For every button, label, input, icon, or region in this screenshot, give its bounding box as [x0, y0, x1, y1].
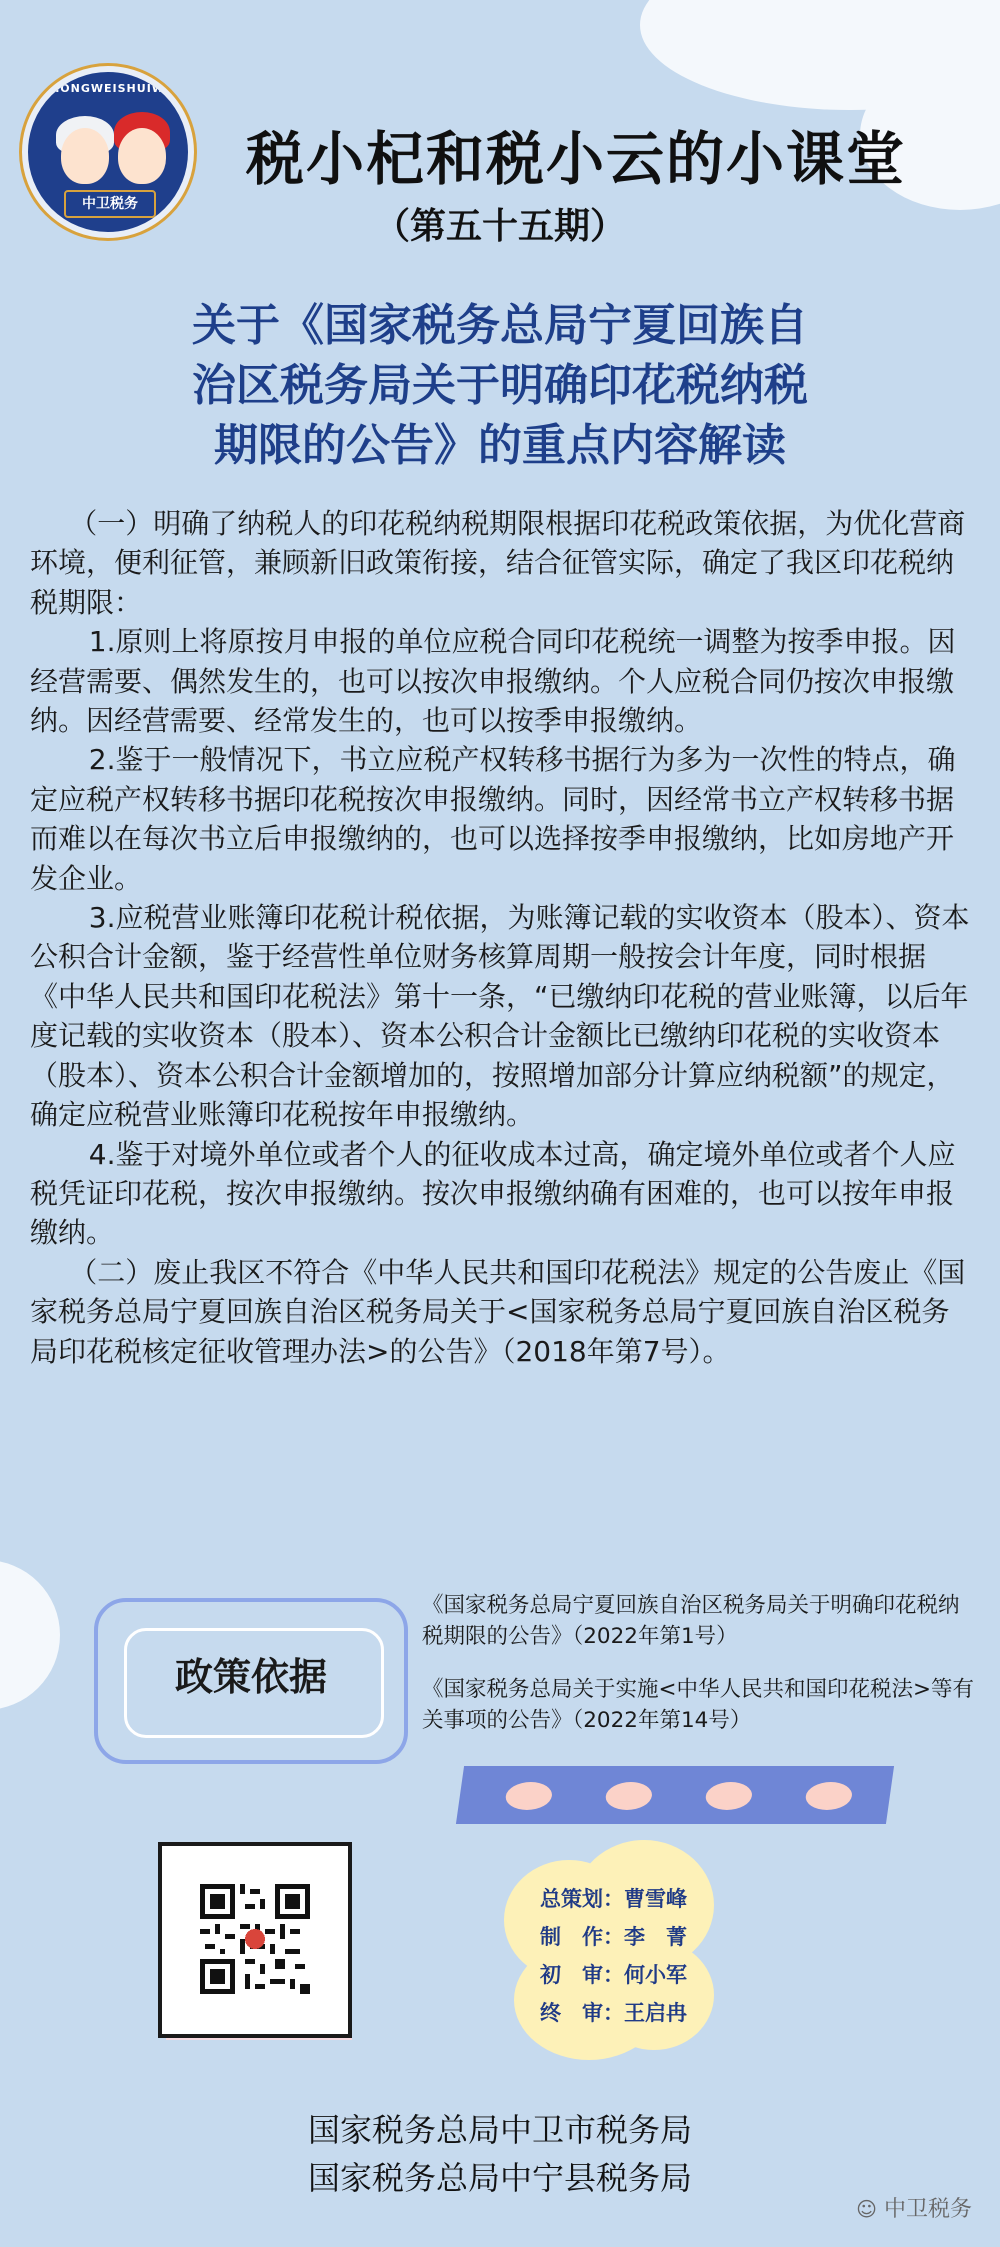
- policy-reference-2: 《国家税务总局关于实施<中华人民共和国印花税法>等有关事项的公告》（2022年第14号）: [422, 1677, 975, 1733]
- credit-row: [540, 1918, 740, 1956]
- cloud-left: [0, 1560, 60, 1710]
- paragraph-1: （一）明确了纳税人的印花税纳税期限根据印花税政策依据，为优化营商环境，便利征管，兼顾新旧政策衔接，结合征管实际，确定了我区印花税纳税期限：: [30, 507, 966, 619]
- credits: [540, 1880, 740, 2032]
- peach-icon: [504, 1782, 554, 1810]
- paragraph-6: （二）废止我区不符合《中华人民共和国印花税法》规定的公告废止《国家税务总局宁夏回族自治区税务局关于<国家税务总局宁夏回族自治区税务局印花税核定征收管理办法>的公告》（2018年第7号）。: [30, 1255, 966, 1368]
- credit-name: 何小军: [624, 1963, 687, 1987]
- credit-role: 终 审：: [540, 2001, 624, 2025]
- headline-line-1: 关于《国家税务总局宁夏回族自: [192, 300, 808, 351]
- credit-row: [540, 1956, 740, 1994]
- paragraph-5: 4.鉴于对境外单位或者个人的征收成本过高，确定境外单位或者个人应税凭证印花税，按次申报缴纳。按次申报缴纳确有困难的，也可以按年申报缴纳。: [30, 1137, 956, 1250]
- credit-name: 曹雪峰: [624, 1887, 687, 1911]
- peach-icon: [804, 1782, 854, 1810]
- watermark-text: 中卫税务: [883, 2197, 972, 2222]
- policy-basis-label: 政策依据: [174, 1655, 327, 1699]
- footer-org-2: 国家税务总局中宁县税务局: [307, 2159, 692, 2197]
- footer-org-1: 国家税务总局中卫市税务局: [307, 2111, 692, 2149]
- character-left-face: [61, 128, 109, 184]
- headline: [80, 296, 920, 476]
- headline-line-3: 期限的公告》的重点内容解读: [214, 420, 786, 471]
- credit-row: [540, 1880, 740, 1918]
- credit-role: 制 作：: [540, 1925, 624, 1949]
- page-title: 税小杞和税小云的小课堂: [245, 125, 906, 193]
- policy-references: [422, 1590, 978, 1758]
- credit-role: 总策划：: [540, 1887, 624, 1911]
- headline-line-2: 治区税务局关于明确印花税纳税: [192, 360, 808, 411]
- peach-icon: [704, 1782, 754, 1810]
- paragraph-2: 1.原则上将原按月申报的单位应税合同印花税统一调整为按季申报。因经营需要、偶然发生的，也可以按次申报缴纳。个人应税合同仍按次申报缴纳。因经营需要、经常发生的，也可以按季申报缴纳。: [30, 625, 956, 738]
- peach-icon: [604, 1782, 654, 1810]
- decorative-tape: [456, 1766, 894, 1824]
- policy-basis-box: [94, 1598, 408, 1764]
- qr-code-pattern: [200, 1884, 310, 1994]
- logo-ring-text: ZHONGWEISHUIWU: [41, 82, 175, 95]
- qr-code[interactable]: [158, 1842, 352, 2038]
- article-body: [30, 504, 974, 1371]
- wechat-watermark: [856, 2192, 972, 2223]
- wechat-icon: ☺: [856, 2197, 877, 2221]
- paragraph-3: 2.鉴于一般情况下，书立应税产权转移书据行为多为一次性的特点，确定应税产权转移书据印花税按次申报缴纳。同时，因经常书立产权转移书据而难以在每次书立后申报缴纳的，也可以选择按季申报缴纳，比如房地产开发企业。: [30, 743, 956, 895]
- paragraph-4: 3.应税营业账簿印花税计税依据，为账簿记载的实收资本（股本）、资本公积合计金额，鉴于经营性单位财务核算周期一般按会计年度，同时根据《中华人民共和国印花税法》第十一条，“已缴纳印花税的营业账簿，以后年度记载的实收资本（股本）、资本公积合计金额比已缴纳印花税的实收资本（股本）、资本公积合计金额增加的，按照增加部分计算应纳税额”的规定，确定应税营业账簿印花税按年申报缴纳。: [30, 901, 970, 1132]
- credit-row: [540, 1994, 740, 2032]
- credit-name: 王启冉: [624, 2001, 687, 2025]
- issue-number: （第五十五期）: [373, 206, 626, 247]
- credit-name: 李 菁: [624, 1925, 687, 1949]
- credit-role: 初 审：: [540, 1963, 624, 1987]
- logo-badge: 中卫税务: [64, 190, 156, 218]
- footer: [0, 2106, 1000, 2202]
- character-right-face: [118, 128, 166, 184]
- policy-reference-1: 《国家税务总局宁夏回族自治区税务局关于明确印花税纳税期限的公告》（2022年第1号）: [422, 1593, 960, 1649]
